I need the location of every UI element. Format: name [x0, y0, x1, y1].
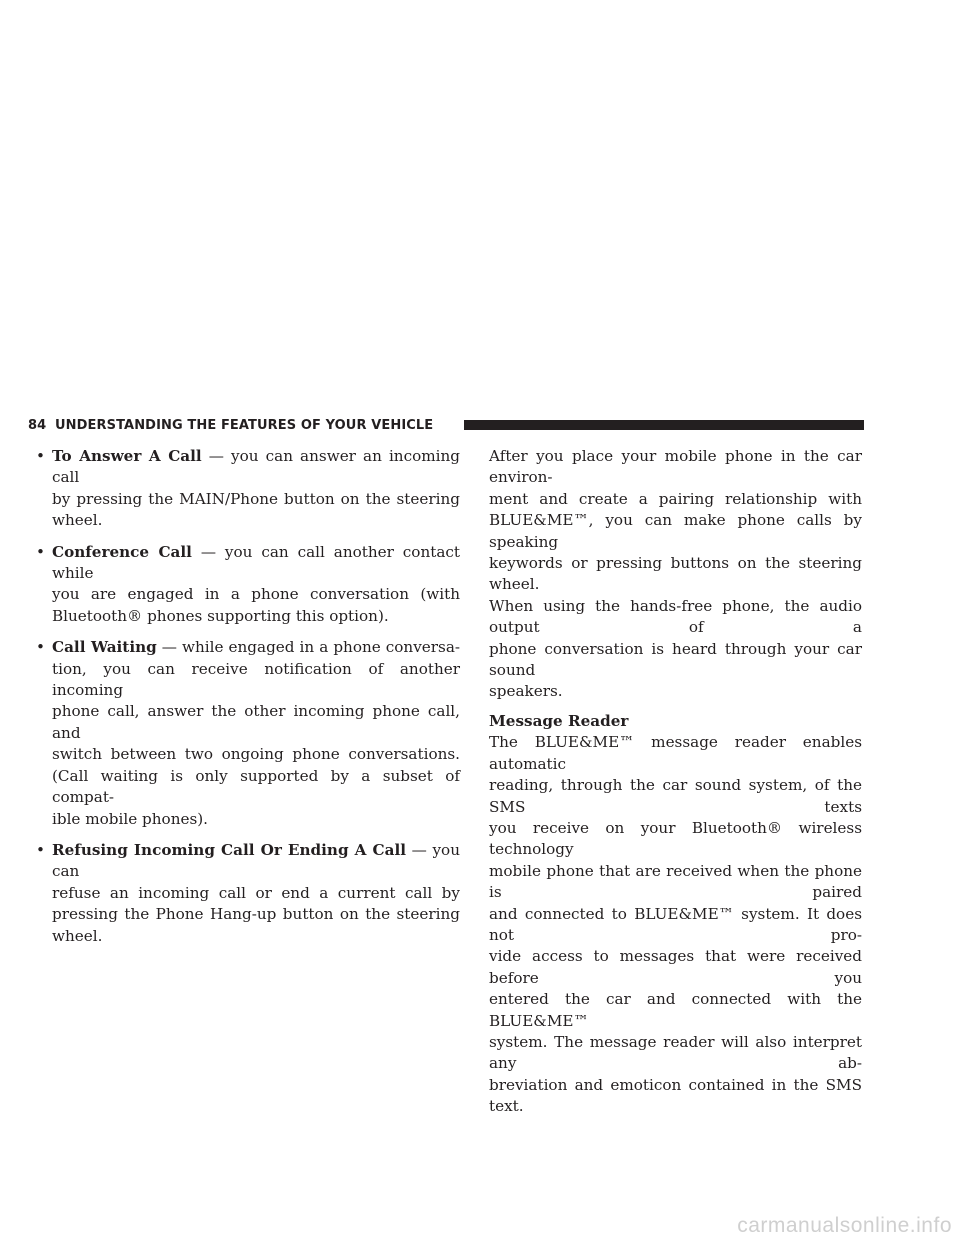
bullet-term: Conference Call [52, 542, 192, 561]
page-number: 84 [28, 418, 47, 433]
list-item-answer-call: • To Answer A Call — you can answer an incoming call by pressing the MAIN/Phone button on the steering wheel. [36, 447, 460, 530]
message-reader-paragraph: The BLUE&ME™ message reader enables automatic reading, through the car sound system, of the SMS texts you receive on your Bluetooth® wireless technology mobile phone that are received when the phone is paired and connected to BLUE&ME™ system. It does not pro- vide access to messages that were received before you entered the car and connected with the BLUE&ME™ system. The message reader will also interpret any ab- breviation and emoticon contained in the SMS text. [489, 733, 862, 1116]
list-item-conference-call: • Conference Call — you can call another contact while you are engaged in a phone conversation (with Bluetooth® phones supporting this option). [36, 542, 461, 625]
list-item-call-waiting: • Call Waiting — while engaged in a phone conversa- tion, you can receive notification of another incoming phone call, answer the other incoming phone call, and switch between two ongoing phone conversations. (Call waiting is only supported by a subset of compat- ible mobile phones). [36, 638, 461, 828]
left-column [36, 446, 460, 957]
page-header [28, 416, 864, 436]
list-item-refusing-call: • Refusing Incoming Call Or Ending A Call — you can refuse an incoming call or end a current call by pressing the Phone Hang-up button on the steering wheel. [36, 840, 460, 945]
bullet-term: To Answer A Call [52, 447, 202, 465]
intro-paragraph: After you place your mobile phone in the car environ- ment and create a pairing relationship with BLUE&ME™, you can make phone calls by speaking keywords or pressing buttons on the steering wheel. When using the hands-free phone, the audio output of a phone conversation is heard through your car sound speakers. [489, 447, 862, 701]
header-rule [464, 420, 864, 430]
right-column [489, 446, 862, 1118]
bullet-icon: • [36, 638, 45, 657]
bullet-term: Refusing Incoming Call Or Ending A Call [52, 840, 407, 859]
bullet-icon: • [36, 542, 45, 561]
bullet-term: Call Waiting [52, 638, 157, 657]
section-title: UNDERSTANDING THE FEATURES OF YOUR VEHICLE [55, 418, 434, 433]
bullet-icon: • [36, 447, 45, 465]
bullet-icon: • [36, 840, 45, 859]
section-heading: Message Reader [489, 711, 629, 730]
watermark: carmanualsonline.info [737, 1214, 952, 1237]
